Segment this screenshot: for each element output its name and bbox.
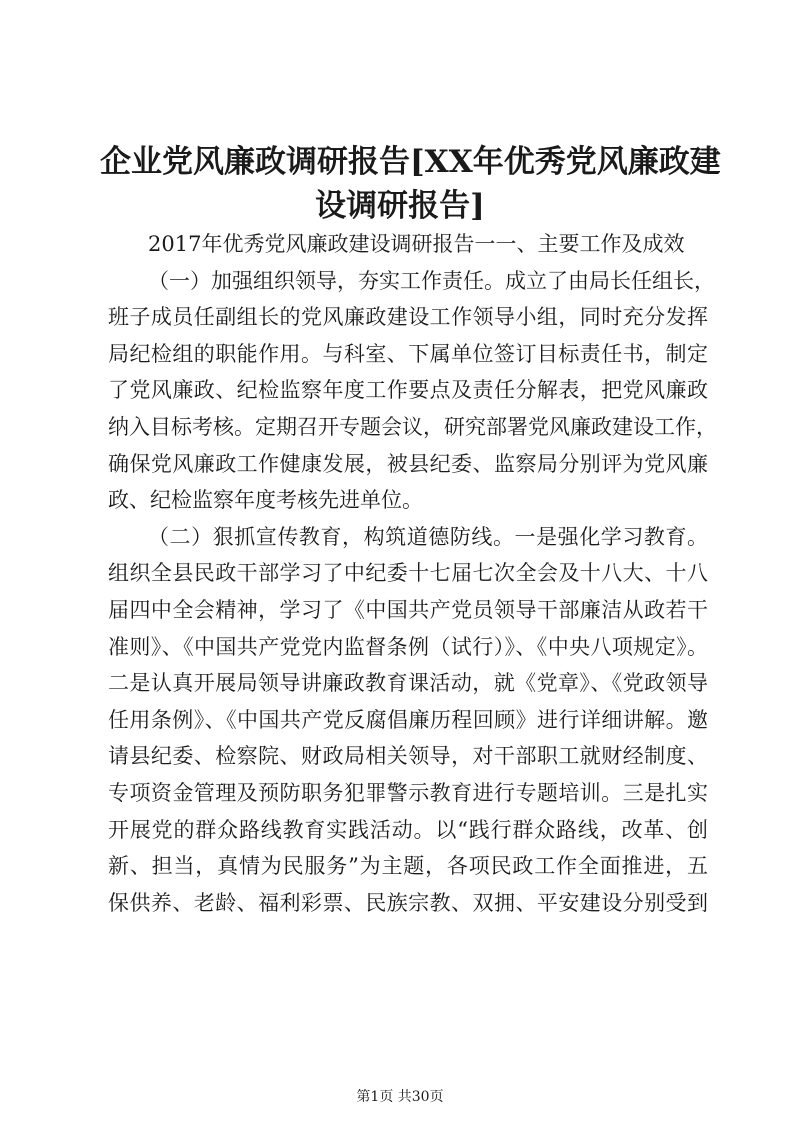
document-title <box>100 140 721 228</box>
body-line: 政、纪检监察年度考核先进单位。 <box>108 488 423 513</box>
body-line: 准则》、《中国共产党党内监督条例（试行）》、《中央八项规定》。 <box>108 634 708 659</box>
document-body <box>108 226 717 921</box>
title-line: 设调研报告] <box>315 188 485 224</box>
body-line: 确保党风廉政工作健康发展，被县纪委、监察局分别评为党风廉 <box>108 451 708 476</box>
body-line: 2017年优秀党风廉政建设调研报告一一、主要工作及成效 <box>148 232 685 256</box>
body-line: 组织全县民政干部学习了中纪委十七届七次全会及十八大、十八 <box>108 561 708 586</box>
body-line: 请县纪委、检察院、财政局相关领导，对干部职工就财经制度、 <box>108 744 708 769</box>
body-line: 二是认真开展局领导讲廉政教育课活动，就《党章》、《党政领导 <box>108 671 708 696</box>
body-line: 新、担当，真情为民服务”为主题，各项民政工作全面推进，五 <box>108 854 708 879</box>
body-line: （一）加强组织领导，夯实工作责任。成立了由局长任组长， <box>148 268 715 293</box>
body-line: 开展党的群众路线教育实践活动。以“践行群众路线，改革、创 <box>108 817 708 842</box>
body-line: 任用条例》、《中国共产党反腐倡廉历程回顾》进行详细讲解。邀 <box>108 707 708 732</box>
body-line: 届四中全会精神，学习了《中国共产党员领导干部廉洁从政若干 <box>108 597 708 622</box>
body-line: 纳入目标考核。定期召开专题会议，研究部署党风廉政建设工作， <box>108 414 717 439</box>
body-line: 了党风廉政、纪检监察年度工作要点及责任分解表，把党风廉政 <box>108 378 708 403</box>
title-line: 企业党风廉政调研报告[XX年优秀党风廉政建 <box>100 144 721 180</box>
body-line: 班子成员任副组长的党风廉政建设工作领导小组，同时充分发挥 <box>108 305 708 330</box>
body-line: 保供养、老龄、福利彩票、民族宗教、双拥、平安建设分别受到 <box>108 890 708 915</box>
body-line: 专项资金管理及预防职务犯罪警示教育进行专题培训。三是扎实 <box>108 780 708 805</box>
body-line: （二）狠抓宣传教育，构筑道德防线。一是强化学习教育。 <box>148 524 708 549</box>
page-number-footer: 第1页 共30页 <box>356 1089 444 1105</box>
body-line: 局纪检组的职能作用。与科室、下属单位签订目标责任书，制定 <box>108 341 708 366</box>
